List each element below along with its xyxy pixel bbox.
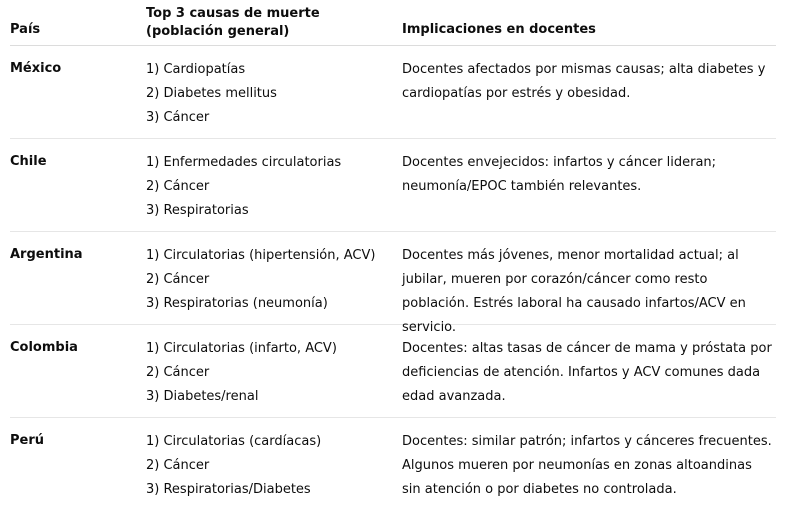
table-row [10, 139, 776, 232]
cause-item: 1) Circulatorias (infarto, ACV) [146, 341, 337, 356]
cause-item: 2) Cáncer [146, 365, 210, 380]
implications-cell [402, 337, 772, 409]
table-header [10, 0, 776, 46]
cause-item: 3) Diabetes/renal [146, 389, 259, 404]
cause-item: 1) Circulatorias (hipertensión, ACV) [146, 248, 376, 263]
implications-cell [402, 430, 772, 502]
cause-item: 2) Cáncer [146, 179, 210, 194]
cause-item: 3) Respiratorias [146, 203, 249, 218]
implications-text: Docentes: similar patrón; infartos y cánceres frecuentes. Algunos mueren por neumonías en zonas altoandinas sin atención o por diabetes no controlada. [402, 434, 772, 497]
table-row [10, 232, 776, 335]
cause-item: 2) Cáncer [146, 458, 210, 473]
cause-item: 2) Cáncer [146, 272, 210, 287]
implications-text: Docentes más jóvenes, menor mortalidad actual; al jubilar, mueren por corazón/cáncer como resto población. Estrés laboral ha causado infartos/ACV en servicio. [402, 248, 746, 335]
header-causes: Top 3 causas de muerte (población general) [146, 6, 320, 39]
causes-cell [146, 244, 396, 316]
country-cell: Argentina [10, 247, 83, 262]
implications-cell [402, 151, 772, 199]
table-row [10, 325, 776, 418]
country-cell: Perú [10, 433, 45, 448]
causes-cell [146, 58, 396, 130]
causes-cell [146, 430, 396, 502]
header-implications: Implicaciones en docentes [402, 22, 596, 37]
cause-item: 3) Respiratorias/Diabetes [146, 482, 311, 497]
causes-cell [146, 151, 396, 223]
cause-item: 1) Cardiopatías [146, 62, 246, 77]
country-cell: Colombia [10, 340, 78, 355]
table-row [10, 46, 776, 139]
country-cell: México [10, 61, 62, 76]
header-country: País [10, 22, 41, 37]
cause-item: 1) Enfermedades circulatorias [146, 155, 342, 170]
cause-item: 3) Cáncer [146, 110, 210, 125]
country-cell: Chile [10, 154, 47, 169]
causes-cell [146, 337, 396, 409]
implications-text: Docentes afectados por mismas causas; alta diabetes y cardiopatías por estrés y obesidad. [402, 62, 766, 101]
implications-text: Docentes envejecidos: infartos y cáncer lideran; neumonía/EPOC también relevantes. [402, 155, 717, 194]
cause-item: 3) Respiratorias (neumonía) [146, 296, 328, 311]
cause-item: 2) Diabetes mellitus [146, 86, 277, 101]
table-row [10, 418, 776, 509]
implications-text: Docentes: altas tasas de cáncer de mama y próstata por deficiencias de atención. Infartos y ACV comunes dada edad avanzada. [402, 341, 772, 404]
implications-cell [402, 58, 772, 106]
cause-item: 1) Circulatorias (cardíacas) [146, 434, 322, 449]
